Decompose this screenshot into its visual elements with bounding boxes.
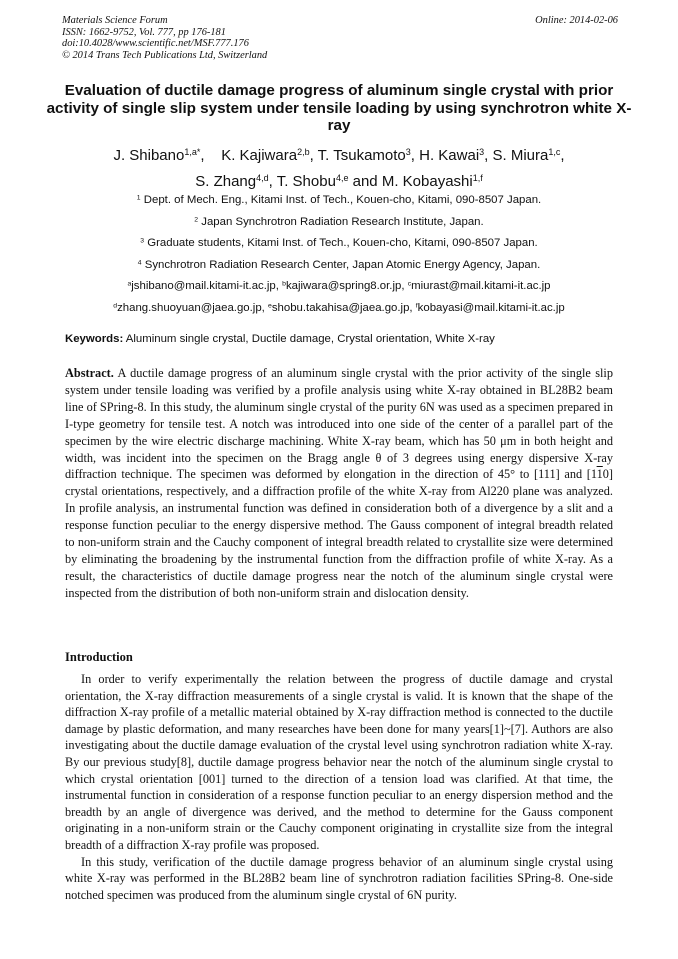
affiliation-3 [40,233,638,255]
abstract-label: Abstract. [65,366,114,380]
abstract-block [65,365,613,602]
authors-and: and [352,173,378,190]
affiliation-1 [40,190,638,212]
author-sup: 1,c [548,147,561,158]
journal-header [62,15,618,61]
author-name: T. Shobu [276,173,336,190]
issn-line: ISSN: 1662-9752, Vol. 777, pp 176-181 [62,26,226,38]
email-sup: e [268,301,272,309]
online-date: Online: 2014-02-06 [535,15,618,26]
email-sup: d [113,301,118,309]
copyright-line: © 2014 Trans Tech Publications Ltd, Switzerland [62,49,268,61]
author-list [40,143,638,195]
introduction-heading: Introduction [65,650,133,664]
author-name: H. Kawai [419,147,480,164]
email-line-1: $^a$jshibano@mail.kitami-it.ac.jp, $^b$kajiwara@spring8.or.jp, $^c$miurast@mail.kitami-it.ac.jp [127,280,551,292]
email-link[interactable]: kajiwara@spring8.or.jp [285,280,402,292]
email-link[interactable]: zhang.shuoyuan@jaea.go.jp [117,301,262,314]
email-sup: c [407,280,412,288]
affiliation-sup: 2 [194,215,199,223]
author-name: S. Zhang [195,173,257,190]
author-line-2: S. Zhang$^{4,d}$, T. Shobu$^{4,e}$ and M. Kobayashi$^{1,f}$ [195,173,483,190]
affiliation-sup: 1 [136,194,141,202]
affiliation-sup: 4 [137,258,142,266]
introduction-body [65,671,613,903]
affiliation-4 [40,255,638,277]
keywords-text: Aluminum single crystal, Ductile damage, Crystal orientation, White X-ray [125,333,495,345]
author-name: T. Tsukamoto [317,147,406,164]
author-sup: 1,f [472,173,483,184]
journal-name: Materials Science Forum [62,15,168,26]
author-name: J. Shibano [113,147,185,164]
affiliation-list [40,190,638,319]
email-sup: f [415,301,418,309]
author-sup: 3 [405,147,411,158]
author-sup: 4,d [256,173,269,184]
affiliation-text: Synchrotron Radiation Research Center, Japan Atomic Energy Agency, Japan. [144,258,541,271]
affiliation-text: Japan Synchrotron Radiation Research Institute, Japan. [201,215,484,228]
author-name: S. Miura [492,147,549,164]
affiliation-text: Graduate students, Kitami Inst. of Tech., Kouen-cho, Kitami, 090-8507 Japan. [147,237,538,249]
abstract-text-1: A ductile damage progress of an aluminum single crystal with the prior activity of the single slip system under tensile loading was verified by a profile analysis using white X-ray obtained in BL28B2 beam line of SPring-8. In this study, the aluminum single crystal of the purity 6N was used as a specimen prepared in I-type geometry for tensile test. A notch was introduced into one side of the center of a parallel part of the specimen by the wire electric discharge machining. White X-ray beam, which has 50 μm in both height and width, was incident into the specimen on the Bragg angle θ of 3 degrees using energy dispersive X-ray diffraction technique. The specimen was deformed by elongation in the direction of 45° [65,366,613,482]
author-sup: 3 [479,147,485,158]
author-name: K. Kajiwara [221,147,298,164]
affiliation-2 [40,212,638,234]
keywords-label: Keywords: [65,333,124,345]
author-line-1: J. Shibano$^{1,a*}$, K. Kajiwara$^{2,b}$, T. Tsukamoto$^3$, H. Kawai$^3$, S. Miura$^{1,c}$, [113,147,565,164]
email-sup: a [127,280,132,288]
email-line-2: $^d$zhang.shuoyuan@jaea.go.jp, $^e$shobu.takahisa@jaea.go.jp, $^f$kobayasi@mail.kitami-it.ac.jp [113,301,565,314]
email-link[interactable]: kobayasi@mail.kitami-it.ac.jp [417,301,565,314]
author-sup: 1,a* [184,147,201,158]
author-sup: 4,e [335,173,349,184]
author-sup: 2,b [297,147,310,158]
paper-title: Evaluation of ductile damage progress of aluminum single crystal with prior activity of single slip system under tensile loading by using synchrotron white X-ray [46,82,632,134]
abstract-overbar: 1 [596,467,603,482]
keywords-line [65,333,625,345]
author-name: M. Kobayashi [381,173,473,190]
affiliation-text: Dept. of Mech. Eng., Kitami Inst. of Tech., Kouen-cho, Kitami, 090-8507 Japan. [143,194,542,206]
abstract-text-3: 0] crystal orientations, respectively, and a diffraction profile of the white X-ray from Al220 plane was analyzed. In profile analysis, an instrumental function was defined in consideration both of a divergence by a slit and a response function peculiar to the energy dispersive method. The Gauss component of integral breadth related to non-uniform strain and the Cauchy component of integral breadth related to crystallite size were determined by eliminating the broadening by the instrumental function from the diffraction profile of white X-ray. As a result, the characteristics of ductile damage progress near the notch of the aluminum single crystal were inspected from the distribution of both non-uniform strain and dislocation density. [65,467,614,600]
abstract-text-2: to [111] and [1 [519,467,597,482]
email-sup: b [282,280,286,288]
email-link[interactable]: jshibano@mail.kitami-it.ac.jp [131,280,276,292]
affiliation-sup: 3 [140,237,145,245]
intro-paragraph-2: In this study, verification of the ductile damage progress behavior of an aluminum single crystal using white X-ray was performed in the BL28B2 beam line of synchrotron radiation facilities SPring-8. One-side notched specimen was produced from the aluminum single crystal of 6N purity. [65,854,613,902]
doi-line[interactable]: doi:10.4028/www.scientific.net/MSF.777.176 [62,38,249,50]
email-link[interactable]: miurast@mail.kitami-it.ac.jp [411,280,551,292]
email-link[interactable]: shobu.takahisa@jaea.go.jp [271,301,410,314]
intro-paragraph-1: In order to verify experimentally the relation between the progress of ductile damage and crystal orientation, the X-ray diffraction measurements of a single crystal is valid. It is known that the shape of the diffraction X-ray profile of a metallic material obtained by X-ray diffraction method is connected to the ductile damage by plastic deformation, and many researches have been done for many years[1]~[7]. Authors are also investigating about the ductile damage evaluation of the crystal level using synchrotron radiation white X-ray. By our previous study[8], ductile damage progress behavior near the notch of the aluminum single crystal to which crystal orientation [001] turned to the direction of a tension load was clarified. At that time, the instrumental function in consideration of a response function peculiar to an energy dispersion method and the breadth by an angle of divergence was derived, and the method to determine for the Gauss component originating in a non-uniform strain or the Cauchy component originating in crystallite size from the integral breadth of a diffraction X-ray profile was proposed. [65,672,613,852]
